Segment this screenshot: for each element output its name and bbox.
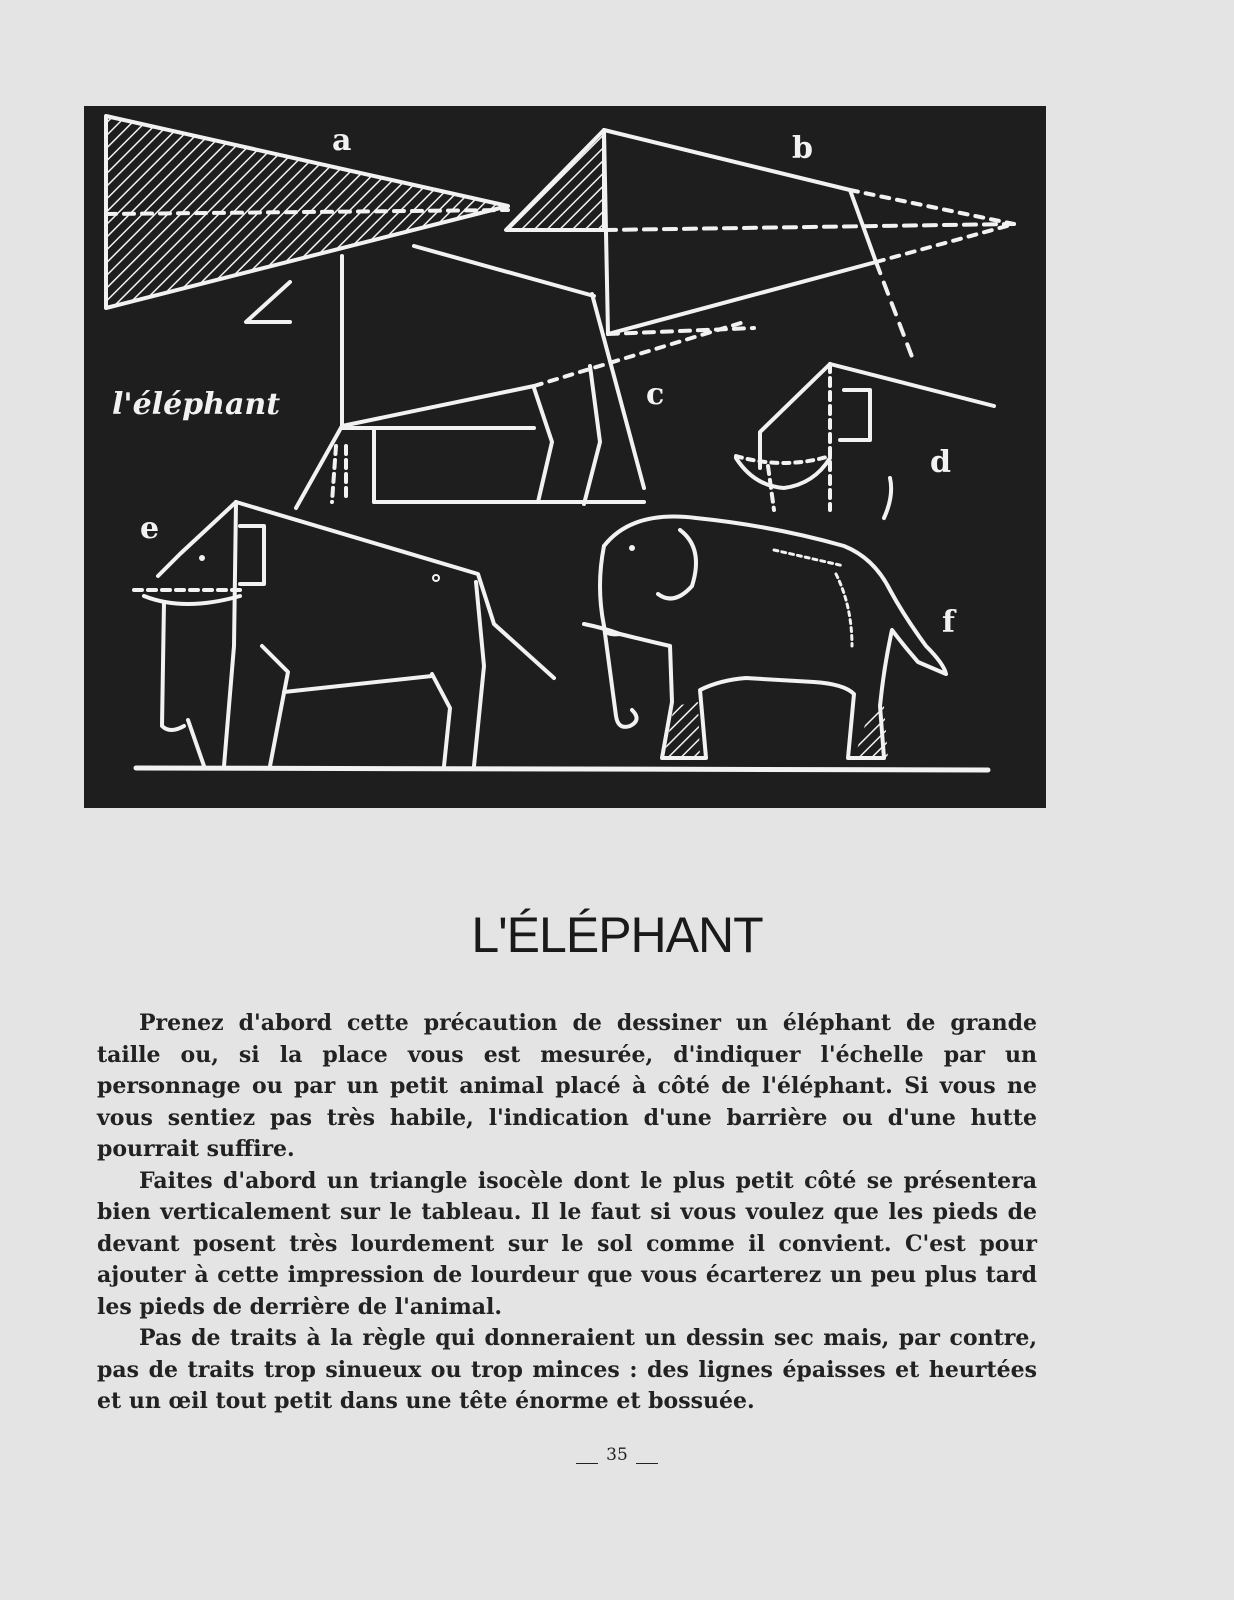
body-text (97, 1008, 1037, 1418)
paragraph-2: Faites d'abord un triangle isocèle dont le plus petit côté se présentera bien verticalement sur le tableau. Il le faut si vous voulez que les pieds de devant posent très lourdement sur le sol comme il convient. C'est pour ajouter à cette impression de lourdeur que vous écarterez un peu plus tard les pieds de derrière de l'animal. (97, 1167, 1037, 1320)
illustration-caption: l'éléphant (112, 387, 281, 422)
step-label-b: b (792, 131, 813, 166)
paragraph-1: Prenez d'abord cette précaution de dessiner un éléphant de grande taille ou, si la place vous est mesurée, d'indiquer l'échelle par un personnage ou par un petit animal placé à côté de l'éléphant. Si vous ne vous sentiez pas très habile, l'indication d'une barrière ou d'une hutte pourrait suffire. (97, 1010, 1037, 1162)
step-label-a: a (332, 123, 352, 158)
paragraph-3: Pas de traits à la règle qui donneraient un dessin sec mais, par contre, pas de traits trop sinueux ou trop minces : des lignes épaisses et heurtées et un œil tout petit dans une tête énorme et bossuée. (97, 1325, 1037, 1414)
ground-line (136, 768, 988, 770)
page-title: L'ÉLÉPHANT (471, 907, 763, 963)
elephant-drawing-illustration (84, 106, 1046, 808)
page-number-dash-right (636, 1463, 658, 1464)
step-label-e: e (140, 511, 160, 546)
page-number (0, 1445, 1234, 1465)
step-label-f: f (942, 605, 955, 640)
step-label-c: c (646, 377, 665, 412)
page-number-dash-left (576, 1463, 598, 1464)
step-label-d: d (930, 445, 951, 480)
page-number-value: 35 (606, 1445, 628, 1465)
